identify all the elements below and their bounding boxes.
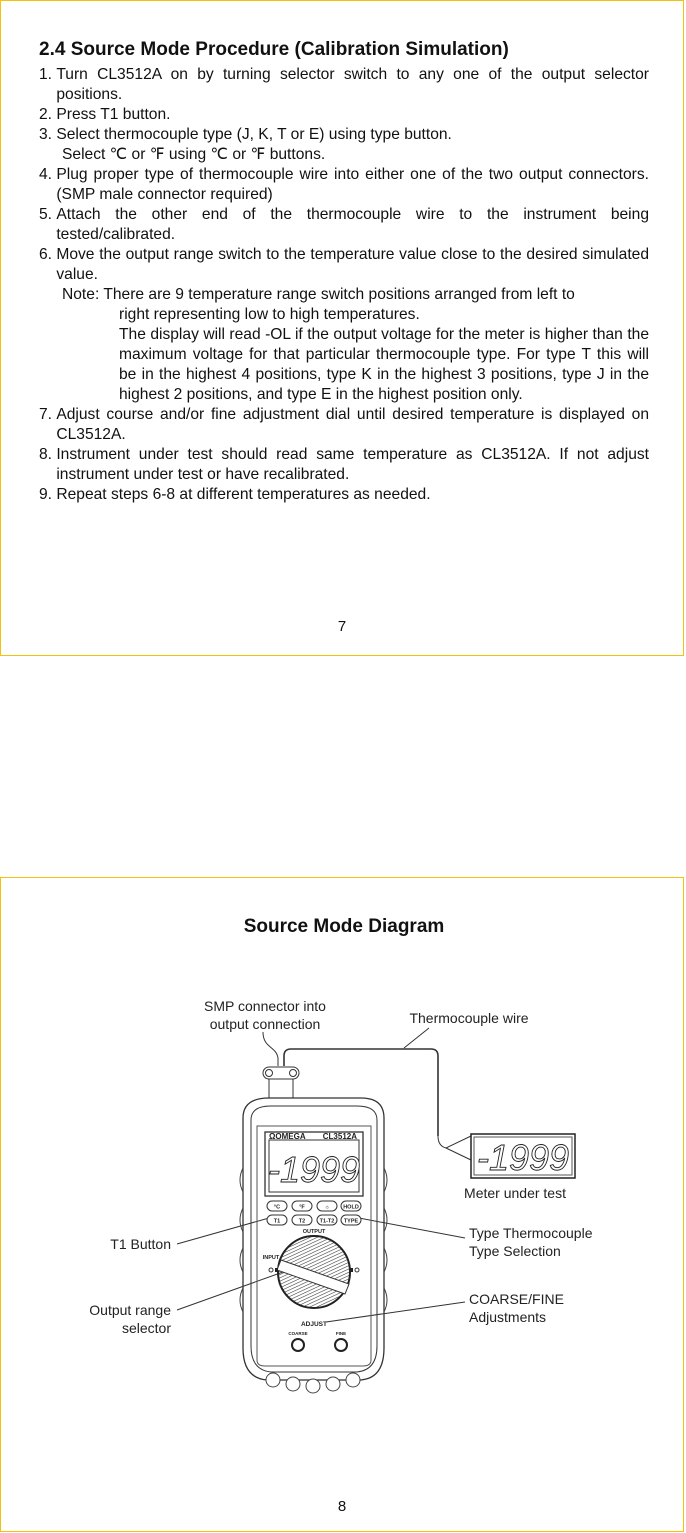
output-label: OUTPUT [302, 1229, 326, 1235]
step-1: 1. Turn CL3512A on by turning selector switch to any one of the output selector positions. [39, 66, 649, 103]
label-output-range-2: selector [121, 1320, 171, 1336]
step-3: 3. Select thermocouple type (J, K, T or E) using type button. [39, 126, 452, 143]
step-2: 2. Press T1 button. [39, 106, 171, 123]
btn-t1-t2[interactable]: T1-T2 [319, 1218, 335, 1225]
note-label: Note: [62, 286, 104, 303]
page-number: 8 [337, 1498, 347, 1515]
adjust-label: ADJUST [300, 1321, 328, 1328]
step-5: 5. Attach the other end of the thermocouple wire to the instrument being tested/calibrated. [39, 206, 649, 243]
page-7 [0, 0, 684, 656]
step-8: 8. Instrument under test should read same temperature as CL3512A. If not adjust instrument under test or have recalibrated. [39, 446, 649, 483]
label-smp-1: SMP connector into [204, 998, 326, 1014]
btn-t1[interactable]: T1 [273, 1218, 281, 1225]
step-9: 9. Repeat steps 6-8 at different temperatures as needed. [39, 486, 431, 503]
procedure-steps [39, 65, 649, 505]
label-type-1: Type Thermocouple [469, 1225, 593, 1241]
input-label: INPUT [262, 1255, 280, 1261]
btn-backlight[interactable]: ☼ [324, 1204, 330, 1211]
note-rest-1: right representing low to high temperatures. [119, 306, 420, 323]
page-8 [0, 877, 684, 1532]
step-6: 6. Move the output range switch to the temperature value close to the desired simulated value. [39, 246, 649, 283]
step-4: 4. Plug proper type of thermocouple wire into either one of the two output connectors. (SMP male connector required) [39, 166, 649, 203]
device-model: CL3512A [322, 1132, 357, 1141]
btn-celsius[interactable]: °C [273, 1204, 281, 1211]
coarse-label: COARSE [288, 1331, 308, 1336]
fine-label: FINE [335, 1331, 347, 1336]
label-meter-under-test: Meter under test [464, 1185, 566, 1201]
meter-display: -1999 [476, 1137, 570, 1178]
label-coarse-1: COARSE/FINE [469, 1291, 564, 1307]
step-7: 7. Adjust course and/or fine adjustment dial until desired temperature is displayed on CL3512A. [39, 406, 649, 443]
label-smp-2: output connection [209, 1016, 321, 1032]
coarse-dial[interactable] [292, 1339, 304, 1351]
smp-connectors [263, 1067, 299, 1098]
label-t1-button: T1 Button [110, 1236, 171, 1252]
btn-type[interactable]: TYPE [343, 1218, 359, 1225]
label-type-2: Type Selection [469, 1243, 561, 1259]
output-range-selector[interactable] [269, 1236, 359, 1308]
btn-hold[interactable]: HOLD [343, 1204, 359, 1211]
note-first: There are 9 temperature range switch positions arranged from left to [103, 286, 575, 303]
label-coarse-2: Adjustments [469, 1309, 547, 1325]
label-tc-wire: Thermocouple wire [409, 1010, 529, 1026]
diagram-title: Source Mode Diagram [243, 916, 445, 937]
page-number: 7 [337, 618, 347, 635]
device-display: -1999 [267, 1149, 361, 1190]
device-brand: ΩOMEGA [269, 1132, 306, 1141]
fine-dial[interactable] [335, 1339, 347, 1351]
step-3-sub: Select ℃ or ℉ using ℃ or ℉ buttons. [62, 146, 326, 163]
note-rest-2: The display will read -OL if the output voltage for the meter is higher than the maximum voltage for that particular thermocouple type. For type T this will be in the highest 4 positions, type K in the highest 3 positions, type J in the highest 2 positions, and type E in the highest position only. [119, 326, 649, 403]
label-output-range-1: Output range [89, 1302, 171, 1318]
note [39, 285, 649, 305]
btn-fahrenheit[interactable]: °F [299, 1204, 305, 1211]
section-title: 2.4 Source Mode Procedure (Calibration Simulation) [39, 39, 509, 60]
source-mode-diagram [1, 878, 686, 1533]
btn-t2[interactable]: T2 [298, 1218, 306, 1225]
